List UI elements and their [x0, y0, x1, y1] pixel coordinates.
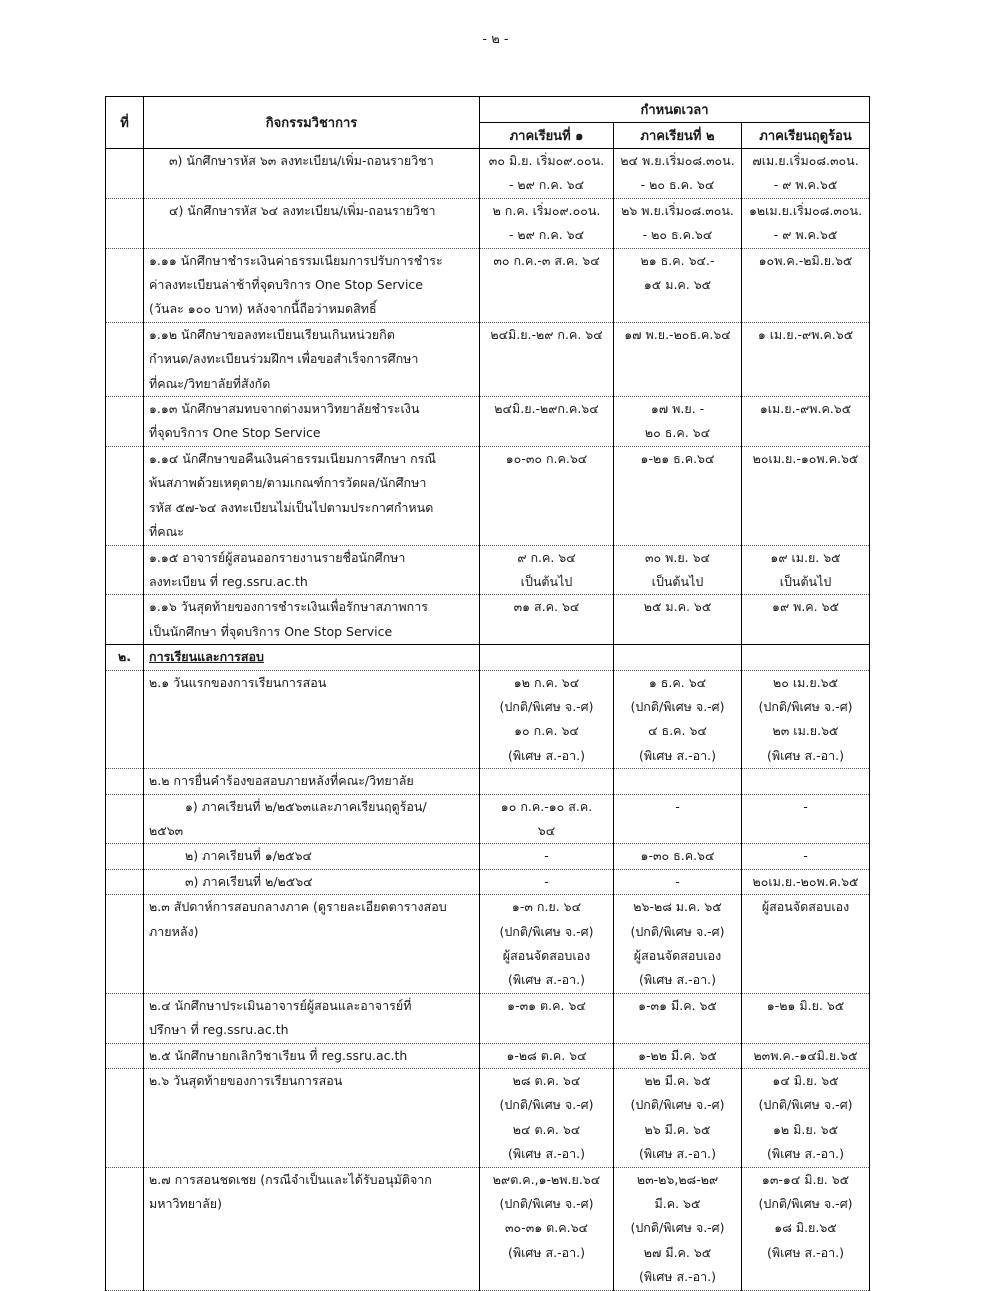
date-text: ๑๙ เม.ย. ๖๕: [770, 549, 841, 565]
date-text: -: [675, 798, 680, 814]
date-cell-sem2: [614, 993, 742, 1043]
date-text: ผู้สอนจัดสอบเอง: [502, 948, 591, 963]
date-text: ๑-๒๘ ต.ค. ๖๔: [506, 1047, 587, 1063]
date-cell-summer: [742, 149, 870, 199]
date-text: ๑๗ พ.ย.-๒๐ธ.ค.๖๔: [624, 326, 731, 342]
date-cell-sem1: [480, 1167, 614, 1290]
date-text: ๒๔ ต.ค. ๖๔: [512, 1121, 581, 1137]
activity-text: ปรึกษา ที่ reg.ssru.ac.th: [149, 1022, 289, 1038]
activity-text: ๑.๑๑ นักศึกษาชำระเงินค่าธรรมเนียมการปรับการชำระ: [149, 252, 443, 268]
date-text: ๑-๓ ก.ย. ๖๔: [511, 899, 582, 915]
date-cell-summer: [742, 869, 870, 894]
activity-text: ค่าลงทะเบียนล่าช้าที่จุดบริการ One Stop Service: [149, 277, 423, 293]
table-row: [106, 794, 870, 844]
activity-text: ๑.๑๖ วันสุดท้ายของการชำระเงินเพื่อรักษาสภาพการ: [149, 599, 428, 615]
date-cell-sem1: [480, 645, 614, 670]
date-text: (พิเศษ ส.-อา.): [507, 1244, 586, 1260]
row-number: [106, 895, 144, 994]
date-cell-summer: [742, 794, 870, 844]
activity-text: ๒.๖ วันสุดท้ายของการเรียนการสอน: [149, 1073, 343, 1089]
date-text: (พิเศษ ส.-อา.): [638, 1146, 717, 1162]
date-text: ๑๘ มิ.ย.๖๕: [774, 1220, 837, 1236]
date-cell-sem2: [614, 149, 742, 199]
date-cell-summer: [742, 446, 870, 545]
table-row: [106, 869, 870, 894]
activity-text: กำหนด/ลงทะเบียนร่วมฝึกฯ เพื่อขอสำเร็จการศึกษา: [149, 351, 419, 367]
date-text: ๑ เม.ย.-๙พ.ค.๖๕: [757, 326, 854, 342]
date-cell-sem1: [480, 895, 614, 994]
activity-cell: [144, 248, 480, 322]
activity-text: ภายหลัง): [149, 923, 199, 939]
date-text: (ปกติ/พิเศษ จ.-ศ): [499, 1196, 594, 1212]
activity-text: เป็นนักศึกษา ที่จุดบริการ One Stop Service: [149, 623, 393, 639]
row-number: [106, 595, 144, 645]
activity-text: ๑.๑๔ นักศึกษาขอคืนเงินค่าธรรมเนียมการศึกษา กรณี: [149, 450, 437, 466]
table-row: [106, 397, 870, 447]
row-number: [106, 322, 144, 396]
date-text: ๒๗ มี.ค. ๖๕: [643, 1244, 712, 1260]
date-text: ๒๘ ต.ค. ๖๔: [512, 1073, 581, 1089]
table-row: [106, 670, 870, 769]
activity-text: ที่คณะ/วิทยาลัยที่สังกัด: [149, 375, 271, 391]
date-text: ๒๖ พ.ย.เริ่ม๐๘.๓๐น.: [621, 202, 734, 218]
date-text: ๑๐-๓๐ ก.ค.๖๔: [505, 450, 588, 466]
date-cell-summer: [742, 545, 870, 595]
date-cell-sem2: [614, 895, 742, 994]
row-number: [106, 545, 144, 595]
date-text: ๒๕ ม.ค. ๖๕: [643, 599, 712, 615]
date-text: ๒๐ ธ.ค. ๖๔: [644, 425, 711, 441]
date-cell-summer: [742, 895, 870, 994]
activity-text: ๒.๑ วันแรกของการเรียนการสอน: [149, 674, 327, 690]
date-text: (พิเศษ ส.-อา.): [638, 1269, 717, 1285]
activity-text: ๒.๗ การสอนชดเชย (กรณีจำเป็นและได้รับอนุมัติจาก: [149, 1171, 432, 1187]
date-cell-sem1: [480, 248, 614, 322]
table-row: [106, 1043, 870, 1068]
date-text: ๒๐เม.ย.-๒๐พ.ค.๖๕: [752, 873, 859, 889]
date-text: ๒๓พ.ค.-๑๔มิ.ย.๖๕: [753, 1047, 858, 1063]
col-header-no: ที่: [106, 97, 144, 149]
date-cell-summer: [742, 1167, 870, 1290]
activity-cell: [144, 844, 480, 869]
date-text: (พิเศษ ส.-อา.): [507, 747, 586, 763]
date-text: เป็นต้นไป: [779, 573, 832, 589]
activity-text: ๑.๑๕ อาจารย์ผู้สอนออกรายงานรายชื่อนักศึกษา: [149, 549, 406, 565]
date-text: ๑๔ มิ.ย. ๖๕: [772, 1073, 839, 1089]
table-header: [106, 97, 870, 149]
table-row: [106, 198, 870, 248]
table-row: [106, 595, 870, 645]
date-cell-sem2: [614, 595, 742, 645]
date-text: ๔ ธ.ค. ๖๔: [648, 723, 707, 739]
row-number: [106, 248, 144, 322]
row-number: [106, 869, 144, 894]
row-number: [106, 993, 144, 1043]
date-text: ๑๓-๑๔ มิ.ย. ๖๕: [761, 1171, 850, 1187]
activity-cell: [144, 198, 480, 248]
activity-text: ลงทะเบียน ที่ reg.ssru.ac.th: [149, 573, 308, 589]
date-text: ๒๖ มี.ค. ๖๕: [644, 1121, 711, 1137]
activity-text: ๒๕๖๓: [149, 822, 184, 838]
date-text: -: [803, 848, 808, 864]
date-cell-sem2: [614, 198, 742, 248]
date-text: (ปกติ/พิเศษ จ.-ศ): [630, 923, 725, 939]
activity-cell: [144, 1043, 480, 1068]
date-cell-sem2: [614, 769, 742, 794]
row-number: [106, 1167, 144, 1290]
activity-text: ๑.๑๒ นักศึกษาขอลงทะเบียนเรียนเกินหน่วยกิต: [149, 326, 395, 342]
activity-cell: [144, 322, 480, 396]
activity-text: มหาวิทยาลัย): [149, 1196, 222, 1212]
activity-text: ๒.๒ การยื่นคำร้องขอสอบภายหลังที่คณะ/วิทยาลัย: [149, 773, 414, 789]
row-number: [106, 149, 144, 199]
activity-text: รหัส ๕๗-๖๔ ลงทะเบียนไม่เป็นไปตามประกาศกำหนด: [149, 499, 434, 515]
table-row: [106, 322, 870, 396]
row-number: [106, 397, 144, 447]
row-number: [106, 198, 144, 248]
date-text: (พิเศษ ส.-อา.): [767, 747, 845, 763]
date-text: (ปกติ/พิเศษ จ.-ศ): [758, 1196, 853, 1212]
table-row: [106, 895, 870, 994]
activity-cell: [144, 993, 480, 1043]
date-text: ๑-๓๑ มี.ค. ๖๕: [638, 997, 717, 1013]
date-cell-sem2: [614, 446, 742, 545]
col-header-activity: กิจกรรมวิชาการ: [144, 97, 480, 149]
date-text: - ๙ พ.ค.๖๕: [773, 177, 838, 193]
date-cell-summer: [742, 595, 870, 645]
date-text: (ปกติ/พิเศษ จ.-ศ): [630, 698, 725, 714]
date-text: ๑-๓๑ ต.ค. ๖๔: [507, 997, 586, 1013]
date-text: (พิเศษ ส.-อา.): [767, 1146, 845, 1162]
date-text: - ๒๙ ก.ค. ๖๔: [508, 177, 585, 193]
table-row: [106, 545, 870, 595]
date-cell-summer: [742, 1043, 870, 1068]
row-number: [106, 1043, 144, 1068]
date-cell-sem1: [480, 322, 614, 396]
date-text: (ปกติ/พิเศษ จ.-ศ): [499, 1097, 594, 1113]
date-cell-sem2: [614, 397, 742, 447]
date-cell-summer: [742, 769, 870, 794]
table-row: [106, 769, 870, 794]
activity-text: ๑.๑๓ นักศึกษาสมทบจากต่างมหาวิทยาลัยชำระเงิน: [149, 401, 420, 417]
activity-text: ๓) ภาคเรียนที่ ๒/๒๕๖๔: [185, 873, 313, 889]
table-row: [106, 993, 870, 1043]
date-text: ๓๐-๓๑ ต.ค.๖๔: [505, 1220, 588, 1236]
activity-text: ๑) ภาคเรียนที่ ๒/๒๕๖๓และภาคเรียนฤดูร้อน/: [185, 798, 427, 814]
date-text: ๑-๓๐ ธ.ค.๖๔: [640, 848, 715, 864]
date-text: ๒๔มิ.ย.-๒๙ก.ค.๖๔: [494, 401, 599, 417]
date-cell-sem1: [480, 1069, 614, 1168]
date-cell-sem1: [480, 397, 614, 447]
row-number: [106, 670, 144, 769]
date-text: ๒๓ เม.ย.๖๕: [772, 723, 839, 739]
date-text: ๙ ก.ค. ๖๔: [517, 549, 576, 565]
date-text: ๒๐เม.ย.-๑๐พ.ค.๖๕: [752, 450, 859, 466]
date-text: ๓๐ พ.ย. ๖๔: [644, 549, 711, 565]
date-text: ๒๐ เม.ย.๖๕: [773, 674, 839, 690]
table-row: [106, 1069, 870, 1168]
col-header-semester-2: ภาคเรียนที่ ๒: [614, 123, 742, 149]
date-text: (ปกติ/พิเศษ จ.-ศ): [499, 698, 594, 714]
academic-calendar-table: [105, 96, 870, 1291]
date-text: -: [544, 848, 549, 864]
date-cell-summer: [742, 198, 870, 248]
date-cell-sem2: [614, 248, 742, 322]
activity-cell: [144, 1069, 480, 1168]
date-cell-summer: [742, 844, 870, 869]
activity-cell: [144, 645, 480, 670]
date-cell-summer: [742, 1069, 870, 1168]
date-text: เป็นต้นไป: [520, 573, 573, 589]
date-text: ๒๑ ธ.ค. ๖๔.-: [640, 252, 715, 268]
date-text: ๑-๒๒ มี.ค. ๖๕: [638, 1047, 717, 1063]
activity-cell: [144, 397, 480, 447]
date-cell-sem2: [614, 1069, 742, 1168]
date-text: ผู้สอนจัดสอบเอง: [633, 948, 722, 963]
date-cell-summer: [742, 670, 870, 769]
date-cell-sem2: [614, 869, 742, 894]
activity-cell: [144, 446, 480, 545]
date-cell-summer: [742, 993, 870, 1043]
col-header-summer: ภาคเรียนฤดูร้อน: [742, 123, 870, 149]
table-row: [106, 149, 870, 199]
date-text: ๑๐ ก.ค.-๑๐ ส.ค.: [500, 798, 593, 814]
date-text: - ๒๐ ธ.ค. ๖๔: [640, 177, 715, 193]
date-text: ๖๔: [537, 822, 556, 838]
activity-text: (วันละ ๑๐๐ บาท) หลังจากนี้ถือว่าหมดสิทธิ์: [149, 301, 377, 317]
date-text: ๑เม.ย.-๙พ.ค.๖๕: [759, 401, 852, 417]
date-cell-sem2: [614, 1167, 742, 1290]
activity-text: ที่คณะ: [149, 524, 184, 540]
date-text: -: [675, 873, 680, 889]
activity-cell: [144, 895, 480, 994]
activity-text: ๔) นักศึกษารหัส ๖๔ ลงทะเบียน/เพิ่ม-ถอนรายวิชา: [169, 202, 436, 218]
row-number: [106, 446, 144, 545]
activity-text: ๒.๓ สัปดาห์การสอบกลางภาค (ดูรายละเอียดตารางสอบ: [149, 899, 447, 915]
date-text: ๑๗ พ.ย. -: [650, 401, 705, 417]
activity-cell: [144, 545, 480, 595]
date-text: (พิเศษ ส.-อา.): [507, 972, 586, 988]
date-cell-sem1: [480, 595, 614, 645]
col-header-schedule: กำหนดเวลา: [480, 97, 870, 123]
date-text: (ปกติ/พิเศษ จ.-ศ): [499, 923, 594, 939]
date-text: ๑๒ ก.ค. ๖๔: [513, 674, 580, 690]
date-text: ๑๐ ก.ค. ๖๔: [514, 723, 579, 739]
date-text: ๓๑ ส.ค. ๖๔: [513, 599, 580, 615]
date-cell-sem2: [614, 794, 742, 844]
date-text: (ปกติ/พิเศษ จ.-ศ): [758, 1097, 853, 1113]
row-number: [106, 794, 144, 844]
date-cell-sem2: [614, 670, 742, 769]
activity-text: ๒.๕ นักศึกษายกเลิกวิชาเรียน ที่ reg.ssru.ac.th: [149, 1047, 408, 1063]
table-body: [106, 149, 870, 1291]
date-text: ๑-๒๑ ธ.ค.๖๔: [640, 450, 715, 466]
date-text: (พิเศษ ส.-อา.): [638, 972, 717, 988]
activity-text: พ้นสภาพด้วยเหตุตาย/ตามเกณฑ์การวัดผล/นักศึกษา: [149, 475, 427, 491]
date-text: - ๒๐ ธ.ค.๖๔: [642, 227, 713, 243]
activity-cell: [144, 1167, 480, 1290]
activity-cell: [144, 869, 480, 894]
date-cell-summer: [742, 322, 870, 396]
date-text: ๑๒เม.ย.เริ่ม๐๘.๓๐น.: [748, 202, 863, 218]
date-text: ๒๔มิ.ย.-๒๙ ก.ค. ๖๔: [490, 326, 603, 342]
date-text: -: [544, 873, 549, 889]
row-number: [106, 844, 144, 869]
date-text: ๒ ก.ค. เริ่ม๐๙.๐๐น.: [492, 202, 601, 218]
date-text: (พิเศษ ส.-อา.): [767, 1244, 845, 1260]
activity-cell: [144, 149, 480, 199]
activity-cell: [144, 769, 480, 794]
table-row: [106, 844, 870, 869]
activity-text: ๒) ภาคเรียนที่ ๑/๒๕๖๔: [185, 848, 313, 864]
date-text: มี.ค. ๖๕: [654, 1196, 701, 1212]
table-row: [106, 248, 870, 322]
table-row: [106, 446, 870, 545]
date-cell-sem1: [480, 769, 614, 794]
date-text: - ๙ พ.ค.๖๕: [773, 227, 838, 243]
date-text: - ๒๙ ก.ค. ๖๔: [508, 227, 585, 243]
date-cell-sem1: [480, 794, 614, 844]
activity-text: ที่จุดบริการ One Stop Service: [149, 425, 321, 441]
page-number: - ๒ -: [482, 32, 509, 47]
date-text: ๑-๒๑ มิ.ย. ๖๕: [766, 997, 845, 1013]
date-cell-sem2: [614, 545, 742, 595]
date-cell-sem2: [614, 645, 742, 670]
date-text: ๑๐พ.ค.-๒มิ.ย.๖๕: [758, 252, 853, 268]
date-text: ๒๓-๒๖,๒๘-๒๙: [636, 1171, 719, 1187]
date-cell-sem1: [480, 149, 614, 199]
date-text: (ปกติ/พิเศษ จ.-ศ): [630, 1220, 725, 1236]
date-cell-sem2: [614, 322, 742, 396]
activity-cell: [144, 670, 480, 769]
date-text: ๗เม.ย.เริ่ม๐๘.๓๐น.: [752, 153, 859, 168]
activity-cell: [144, 794, 480, 844]
date-cell-sem1: [480, 844, 614, 869]
date-cell-sem1: [480, 1043, 614, 1068]
date-text: ๑๙ พ.ค. ๖๕: [772, 599, 839, 615]
date-cell-summer: [742, 397, 870, 447]
date-text: ๒๙ต.ค.,๑-๒พ.ย.๖๔: [492, 1171, 601, 1187]
row-number: ๒.: [106, 645, 144, 670]
date-text: ๑ ธ.ค. ๖๔: [648, 674, 707, 690]
date-text: ๒๔ พ.ย.เริ่ม๐๘.๓๐น.: [620, 153, 735, 168]
col-header-semester-1: ภาคเรียนที่ ๑: [480, 123, 614, 149]
date-cell-summer: [742, 645, 870, 670]
section-title: การเรียนและการสอบ: [149, 649, 264, 665]
date-text: ผู้สอนจัดสอบเอง: [761, 899, 850, 915]
date-text: เป็นต้นไป: [651, 573, 704, 589]
date-text: ๑๒ มิ.ย. ๖๕: [773, 1121, 839, 1137]
section-row: [106, 645, 870, 670]
date-cell-sem2: [614, 844, 742, 869]
date-text: ๓๐ มิ.ย. เริ่ม๐๙.๐๐น.: [488, 153, 605, 168]
date-cell-sem1: [480, 545, 614, 595]
activity-text: ๓) นักศึกษารหัส ๖๓ ลงทะเบียน/เพิ่ม-ถอนรายวิชา: [169, 153, 434, 168]
date-cell-sem1: [480, 198, 614, 248]
date-cell-summer: [742, 248, 870, 322]
date-cell-sem1: [480, 993, 614, 1043]
date-text: (ปกติ/พิเศษ จ.-ศ): [630, 1097, 725, 1113]
date-cell-sem2: [614, 1043, 742, 1068]
activity-cell: [144, 595, 480, 645]
date-cell-sem1: [480, 670, 614, 769]
date-cell-sem1: [480, 446, 614, 545]
date-text: ๓๐ ก.ค.-๓ ส.ค. ๖๔: [493, 252, 600, 268]
date-text: (ปกติ/พิเศษ จ.-ศ): [758, 698, 853, 714]
activity-text: ๒.๔ นักศึกษาประเมินอาจารย์ผู้สอนและอาจารย์ที่: [149, 997, 412, 1013]
table-row: [106, 1167, 870, 1290]
date-text: ๒๖-๒๘ ม.ค. ๖๕: [633, 899, 722, 915]
date-text: ๑๕ ม.ค. ๖๕: [643, 277, 712, 293]
date-cell-sem1: [480, 869, 614, 894]
date-text: -: [803, 798, 808, 814]
row-number: [106, 769, 144, 794]
row-number: [106, 1069, 144, 1168]
date-text: ๒๒ มี.ค. ๖๕: [644, 1073, 711, 1089]
date-text: (พิเศษ ส.-อา.): [507, 1146, 586, 1162]
date-text: (พิเศษ ส.-อา.): [638, 747, 717, 763]
